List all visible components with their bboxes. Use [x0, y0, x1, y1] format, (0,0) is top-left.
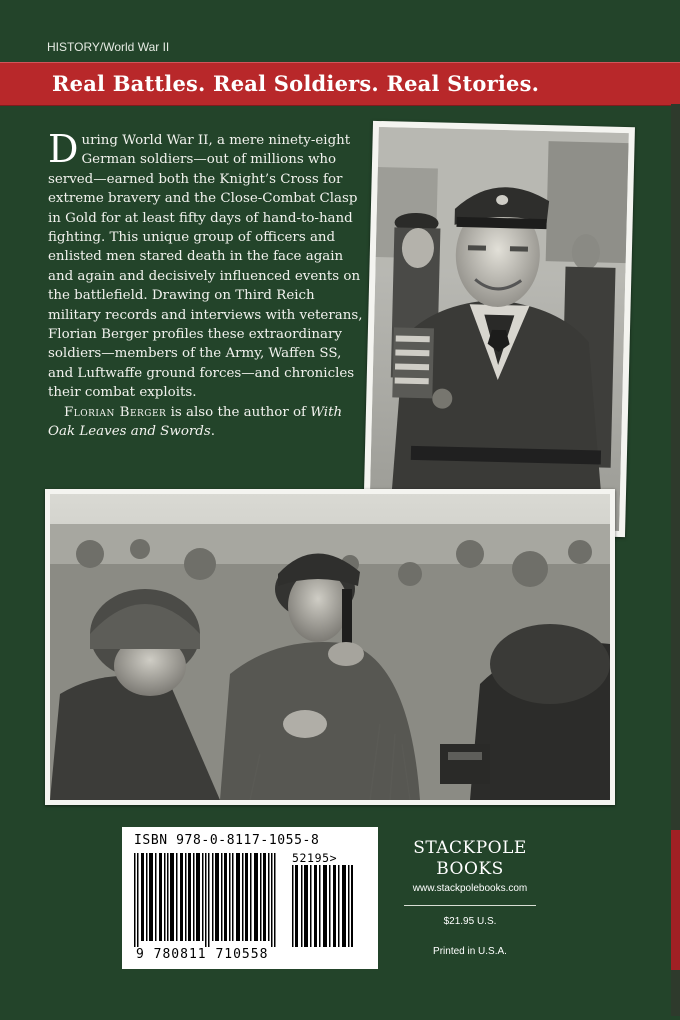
isbn-barcode [122, 827, 378, 969]
price-label: $21.95 U.S. [443, 916, 497, 927]
tagline-text: Real Battles. Real Soldiers. Real Stories. [52, 71, 540, 96]
description-blurb [48, 127, 366, 442]
field-radio-image [50, 494, 610, 800]
publisher-block [392, 838, 548, 957]
author-note-text: is also the author of [166, 404, 311, 420]
blurb-body: uring World War II, a mere ninety-eight German soldiers—out of millions who served—earned both the Knight’s Cross for extreme bravery and the Close-Combat Clasp in Gold for at least fifty days of hand-to-hand fighting. This unique group of officers and enlisted men stared death in the face again and again and decisively influenced events on the battlefield. Drawing on Third Reich military records and interviews with veterans, Florian Berger profiles these extraordinary soldiers—members of the Army, Waffen SS, and Luftwaffe ground forces—and chronicles their combat exploits. [48, 133, 363, 401]
ean-digits: 9 780811 710558 [136, 947, 269, 962]
category-label: HISTORY/World War II [47, 40, 170, 54]
author-name: Florian Berger [64, 404, 167, 420]
price-code: 52195> [292, 851, 338, 865]
printed-label: Printed in U.S.A. [433, 946, 507, 957]
ean-bars [134, 853, 284, 947]
divider-rule [404, 905, 536, 906]
price-addon-bars [292, 865, 354, 947]
field-radio-photo [45, 489, 615, 805]
publisher-name: STACKPOLE BOOKS [413, 838, 527, 879]
isbn-number: ISBN 978-0-8117-1055-8 [134, 833, 320, 848]
officer-portrait-photo [363, 121, 635, 537]
blurb-paragraph [48, 127, 366, 403]
publisher-url: www.stackpolebooks.com [412, 883, 528, 894]
author-note [48, 403, 366, 442]
author-note-end: . [210, 424, 215, 440]
spine-edge-red [671, 830, 680, 970]
tagline-banner [0, 62, 680, 106]
drop-cap: D [48, 127, 79, 171]
officer-portrait-image [369, 127, 629, 531]
other-book-title: With Oak Leaves and Swords [48, 404, 343, 440]
